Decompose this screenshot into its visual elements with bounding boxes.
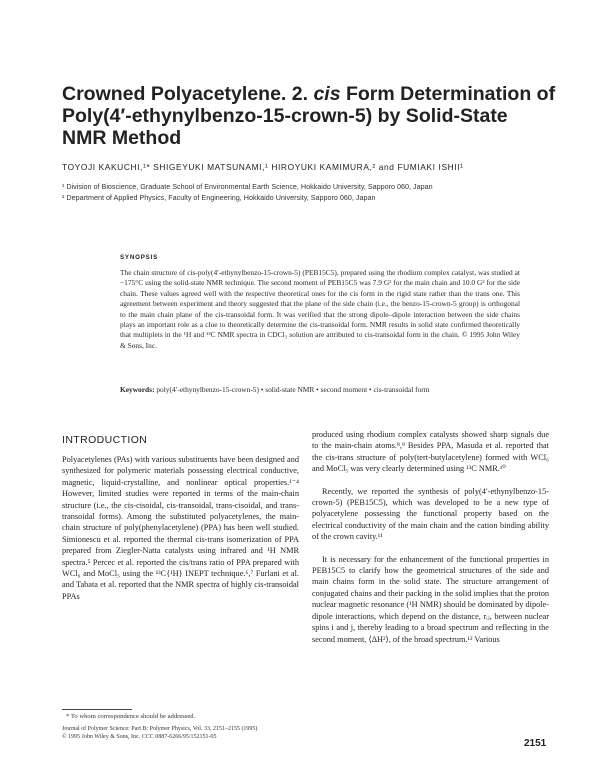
title-line-2: Poly(4′-ethynylbenzo-15-crown-5) by Solid-State bbox=[62, 105, 508, 127]
intro-paragraph-3: It is necessary for the enhancement of the functional properties in PEB15C5 to clarify how the geometrical structures of the side and main chains form in the solid state. The structure arrangement of conjugated chains and their packing in the solid implies that the proton nuclear magnetic resonance (¹H NMR) should be dominated by dipole-dipole interactions, which depend on the distance, rᵢⱼ, between nuclear spins i and j, thereby leading to a broad spectrum and reflecting in the second moment, ⟨ΔH²⟩, of the broad spectrum.¹² Various bbox=[312, 554, 549, 644]
left-column bbox=[62, 454, 299, 602]
journal-copyright: © 1995 John Wiley & Sons, Inc. CCC 0887-6266/95/152151-05 bbox=[62, 733, 217, 740]
title-line-1: Crowned Polyacetylene. 2. cis Form Determination of bbox=[62, 83, 556, 105]
affiliation-1: ¹ Division of Bioscience, Graduate School of Environmental Earth Science, Hokkaido University, Sapporo 060, Japan bbox=[62, 182, 433, 191]
keywords-list: poly(4′-ethynylbenzo-15-crown-5) • solid-state NMR • second moment • cis-transoidal form bbox=[156, 385, 430, 394]
intro-paragraph-1: Polyacetylenes (PAs) with various substituents have been designed and synthesized for polymeric materials possessing electrical conductive, magnetic, liquid-crystalline, and nonlinear optical properties.¹⁻⁴ However, limited studies were reported in terms of the main-chain structure (i.e., the cis-cisoidal, cis-transoidal, trans-cisoidal, and trans-transoidal forms). Among the substituted polyacetylenes, the main-chain structure of poly(phenylacetylene) (PPA) has been well studied. Simionescu et al. reported the thermal cis-trans isomerization of PPA prepared from Ziegler-Natta catalysts using infrared and ¹H NMR spectra.⁵ Percec et al. reported the cis/trans ratio of PPA prepared with WCl₆ and MoCl₅ using the ¹³C{¹H} INEPT technique.⁶,⁷ Furlani et al. and Tabata et al. reported that the NMR spectra of highly cis-transoidal PPAs bbox=[62, 455, 299, 601]
title-line-3: NMR Method bbox=[62, 127, 182, 149]
author-list: TOYOJI KAKUCHI,¹* SHIGEYUKI MATSUNAMI,¹ HIROYUKI KAMIMURA,² and FUMIAKI ISHII¹ bbox=[62, 162, 464, 172]
journal-citation: Journal of Polymer Science: Part B: Polymer Physics, Vol. 33, 2151–2155 (1995) bbox=[62, 726, 258, 732]
keywords-label: Keywords: bbox=[120, 385, 155, 394]
right-column bbox=[312, 429, 549, 645]
synopsis-body: The chain structure of cis-poly(4′-ethynylbenzo-15-crown-5) (PEB15C5), prepared using the rhodium complex catalyst, was studied at −175°C using the solid-state NMR technique. The second moment of PEB15C5 was 7.9 G² for the main chain and 10.0 G² for the side chain. These values agreed well with the respective theoretical ones for the cis form in the rigid state rather than the trans one. This agreement between experiment and theory suggested that the plane of the side chain (i.e., the benzo-15-crown-5 group) is orthogonal to the main chain plane of the cis-transoidal form. It was verified that the strong dipole–dipole interaction between the side chains plays an important role as a clue to theoretically determine the cis-transoidal form. NMR results in solid state confirmed theoretically that multiplets in the ¹H and ¹³C NMR spectra in CDCl₃ solution are attributed to cis-transoidal form in the chain. bbox=[120, 268, 520, 340]
intro-paragraph-2: Recently, we reported the synthesis of poly(4′-ethynylbenzo-15-crown-5) (PEB15C5), which was developed to be a new type of polyacetylene possessing the functional property based on the electrical conductivity of the main chain and the cation binding ability of the crown cavity.¹¹ bbox=[312, 486, 549, 542]
keywords bbox=[120, 385, 520, 395]
correspondence-footnote: * To whom correspondence should be addressed. bbox=[66, 713, 196, 720]
introduction-heading: INTRODUCTION bbox=[62, 434, 148, 446]
affiliation-2: ² Department of Applied Physics, Faculty of Engineering, Hokkaido University, Sapporo 060, Japan bbox=[62, 193, 376, 202]
paper-title bbox=[62, 83, 556, 149]
footnote-divider bbox=[62, 709, 132, 710]
synopsis-text bbox=[120, 268, 520, 351]
synopsis-copyright: © 1995 John Wiley & Sons, Inc. bbox=[120, 330, 520, 350]
synopsis-heading: SYNOPSIS bbox=[120, 254, 159, 261]
intro-paragraph-1-continued: produced using rhodium complex catalysts showed sharp signals due to the main-chain atoms.⁸,⁹ Besides PPA, Masuda et al. reported that the cis-trans structure of poly(tert-butylacetylene) formed with WCl₆ and MoCl₅ was very clearly determined using ¹³C NMR.¹⁰ bbox=[312, 430, 549, 474]
page-number: 2151 bbox=[524, 738, 547, 749]
